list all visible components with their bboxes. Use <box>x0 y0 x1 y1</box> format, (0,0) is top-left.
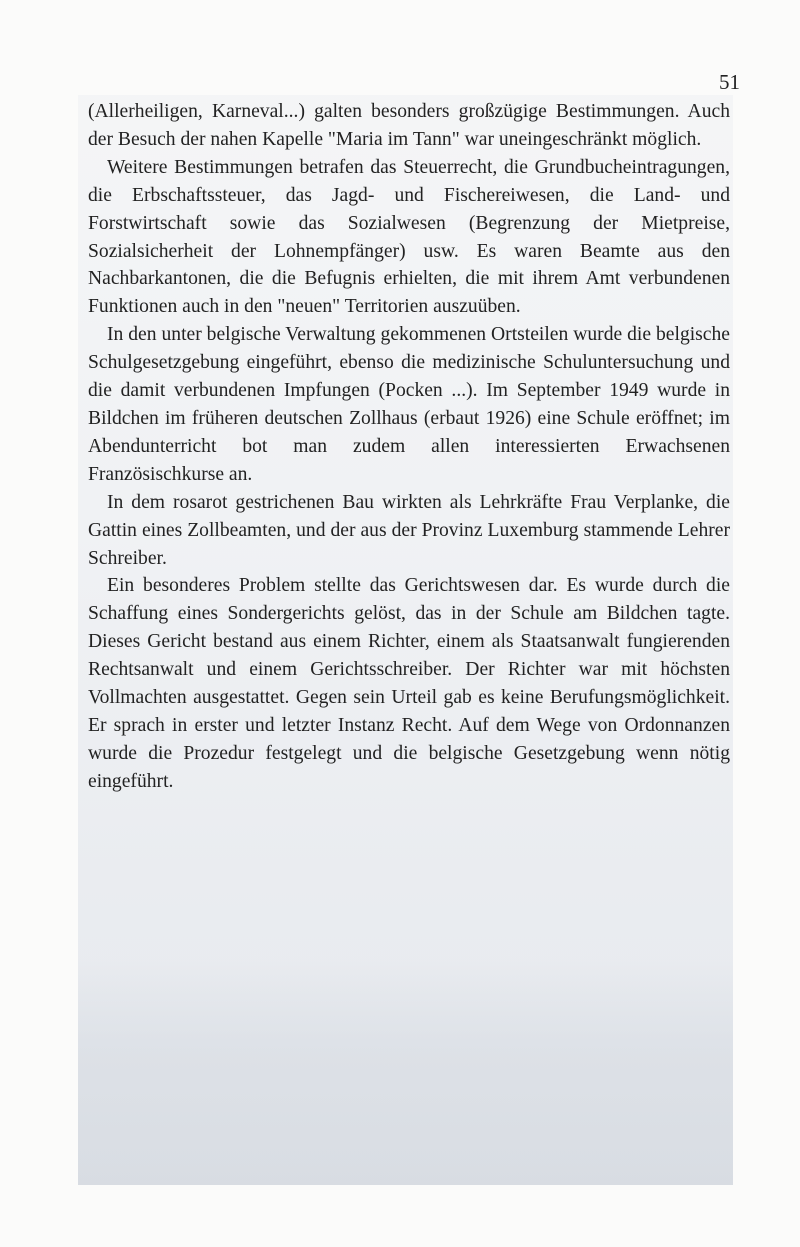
paragraph-4: In dem rosarot gestrichenen Bau wirkten als Lehrkräfte Frau Verplanke, die Gattin eines Zollbeamten, und der aus der Provinz Luxemburg stammende Lehrer Schreiber. <box>88 491 730 569</box>
page-number: 51 <box>719 70 740 94</box>
body-text <box>88 98 730 796</box>
reverse-side-photo-shadow <box>78 960 733 1185</box>
paragraph-3: In den unter belgische Verwaltung gekommenen Ortsteilen wurde die belgische Schulgesetzgebung eingeführt, ebenso die medizinische Schuluntersuchung und die damit verbundenen Impfungen (Pocken ...). Im September 1949 wurde in Bildchen im früheren deutschen Zollhaus (erbaut 1926) eine Schule eröffnet; im Abendunterricht bot man zudem allen interessierten Erwachsenen Französischkurse an. <box>88 324 730 485</box>
paragraph-2: Weitere Bestimmungen betrafen das Steuerrecht, die Grundbucheintragungen, die Erbschaftssteuer, das Jagd- und Fischereiwesen, die Land- und Forstwirtschaft sowie das Sozialwesen (Begrenzung der Mietpreise, Sozialsicherheit der Lohnempfänger) usw. Es waren Beamte aus den Nachbarkantonen, die die Befugnis erhielten, die mit ihrem Amt verbundenen Funktionen auch in den "neuen" Territorien auszuüben. <box>88 156 730 318</box>
paragraph-1: (Allerheiligen, Karneval...) galten besonders großzügige Bestimmungen. Auch der Besuch der nahen Kapelle "Maria im Tann" war uneingeschränkt möglich. <box>88 101 730 150</box>
paragraph-5: Ein besonderes Problem stellte das Gerichtswesen dar. Es wurde durch die Schaffung eines Sondergerichts gelöst, das in der Schule am Bildchen tagte. Dieses Gericht bestand aus einem Richter, einem als Staatsanwalt fungierenden Rechtsanwalt und einem Gerichtsschreiber. Der Richter war mit höchsten Vollmachten ausgestattet. Gegen sein Urteil gab es keine Berufungsmöglichkeit. Er sprach in erster und letzter Instanz Recht. Auf dem Wege von Ordonnanzen wurde die Prozedur festgelegt und die belgische Gesetzgebung wenn nötig eingeführt. <box>88 575 730 792</box>
